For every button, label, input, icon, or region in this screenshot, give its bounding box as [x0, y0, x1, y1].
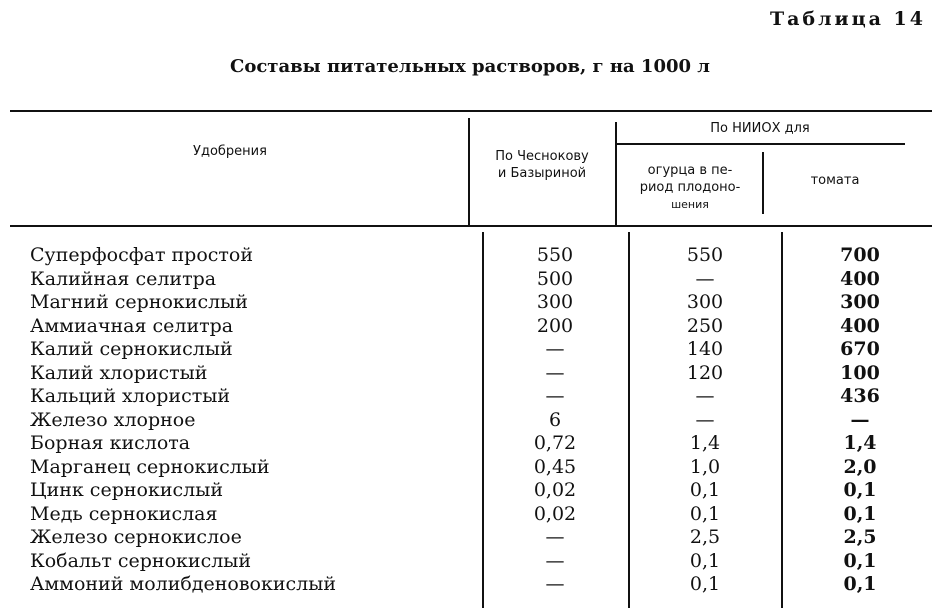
table-row [0, 503, 940, 527]
table-row [0, 479, 940, 503]
fertilizer-name: Железо хлорное [30, 408, 196, 431]
cucumber-value: 0,1 [689, 573, 721, 595]
fertilizer-name: Аммоний молибденовокислый [30, 573, 337, 595]
table-body [0, 244, 940, 597]
tomato-value: 0,1 [843, 479, 877, 501]
top-rule [10, 110, 932, 112]
header-cucumber-line2: риод плодоно- [639, 180, 741, 195]
header-chesnokov [472, 148, 612, 182]
chesnokov-value: 300 [536, 291, 574, 313]
table-row [0, 573, 940, 597]
fertilizer-name: Борная кислота [30, 432, 191, 454]
cucumber-value: 1,0 [689, 455, 721, 478]
header-cucumber [618, 162, 762, 213]
tomato-value: — [850, 408, 870, 431]
fertilizer-name: Магний сернокислый [30, 291, 248, 313]
table-title: Составы питательных растворов, г на 1000 л [230, 56, 710, 77]
cucumber-value: — [695, 267, 715, 290]
chesnokov-value: — [545, 549, 565, 572]
chesnokov-value: 0,45 [533, 455, 577, 478]
header-cucumber-line1: огурца в пе- [647, 163, 733, 178]
table-row [0, 385, 940, 409]
chesnokov-value: 0,02 [533, 502, 577, 525]
fertilizer-name: Марганец сернокислый [30, 455, 270, 478]
tomato-value: 400 [840, 267, 880, 290]
chesnokov-value: 500 [536, 267, 574, 290]
fertilizer-name: Цинк сернокислый [30, 479, 223, 501]
cucumber-value: 550 [686, 244, 724, 266]
cucumber-value: 300 [686, 291, 724, 313]
chesnokov-value: 550 [536, 244, 574, 266]
header-chesnokov-line1: По Чеснокову [495, 149, 589, 164]
chesnokov-value: — [545, 361, 565, 384]
tomato-value: 300 [840, 291, 880, 313]
tomato-value: 700 [840, 244, 880, 266]
cucumber-value: 0,1 [689, 502, 721, 525]
fertilizer-name: Железо сернокислое [30, 526, 242, 548]
table-row [0, 526, 940, 550]
cucumber-value: 0,1 [689, 549, 721, 572]
chesnokov-value: 200 [536, 314, 574, 337]
tomato-value: 1,4 [843, 432, 877, 454]
fertilizer-name: Калийная селитра [30, 267, 217, 290]
fertilizer-name: Кальций хлористый [30, 385, 231, 407]
header-cucumber-line3: шения [671, 198, 709, 211]
header-tomato: томата [810, 173, 860, 188]
tomato-value: 0,1 [843, 573, 877, 595]
fertilizer-name: Суперфосфат простой [30, 244, 254, 266]
header-fertilizer: Удобрения [193, 144, 267, 159]
table-row [0, 268, 940, 292]
tomato-value: 100 [840, 361, 880, 384]
table-row [0, 432, 940, 456]
chesnokov-value: — [545, 385, 565, 407]
chesnokov-value: — [545, 338, 565, 360]
fertilizer-name: Калий сернокислый [30, 338, 233, 360]
tomato-value: 0,1 [843, 502, 877, 525]
fertilizer-name: Медь сернокислая [30, 502, 218, 525]
cucumber-value: 0,1 [689, 479, 721, 501]
chesnokov-value: 6 [548, 408, 562, 431]
cucumber-value: 140 [686, 338, 724, 360]
table-row [0, 244, 940, 268]
tomato-value: 400 [840, 314, 880, 337]
header-chesnokov-line2: и Базыриной [497, 166, 587, 181]
table-row [0, 456, 940, 480]
chesnokov-value: 0,72 [533, 432, 577, 454]
fertilizer-name: Аммиачная селитра [30, 314, 234, 337]
tomato-value: 2,5 [843, 526, 877, 548]
cucumber-value: 1,4 [689, 432, 721, 454]
tomato-value: 2,0 [843, 455, 877, 478]
cucumber-value: — [695, 385, 715, 407]
chesnokov-value: — [545, 573, 565, 595]
chesnokov-value: — [545, 526, 565, 548]
cucumber-value: 250 [686, 314, 724, 337]
tomato-value: 670 [840, 338, 880, 360]
table-row [0, 362, 940, 386]
col-divider-3-header [762, 152, 764, 214]
fertilizer-name: Кобальт сернокислый [30, 549, 252, 572]
tomato-value: 0,1 [843, 549, 877, 572]
table-row [0, 315, 940, 339]
fertilizer-name: Калий хлористый [30, 361, 208, 384]
table-number-label: Таблица 14 [769, 8, 926, 30]
table-row [0, 291, 940, 315]
header-bottom-rule [10, 225, 932, 227]
cucumber-value: 120 [686, 361, 724, 384]
niiokh-underline [615, 143, 905, 145]
header-niiokh: По НИИОХ для [710, 121, 810, 136]
col-divider-2-header [615, 122, 617, 225]
table-row [0, 550, 940, 574]
col-divider-1-header [468, 118, 470, 225]
chesnokov-value: 0,02 [533, 479, 577, 501]
table-row [0, 409, 940, 433]
table-row [0, 338, 940, 362]
cucumber-value: — [695, 408, 715, 431]
tomato-value: 436 [840, 385, 880, 407]
cucumber-value: 2,5 [689, 526, 721, 548]
